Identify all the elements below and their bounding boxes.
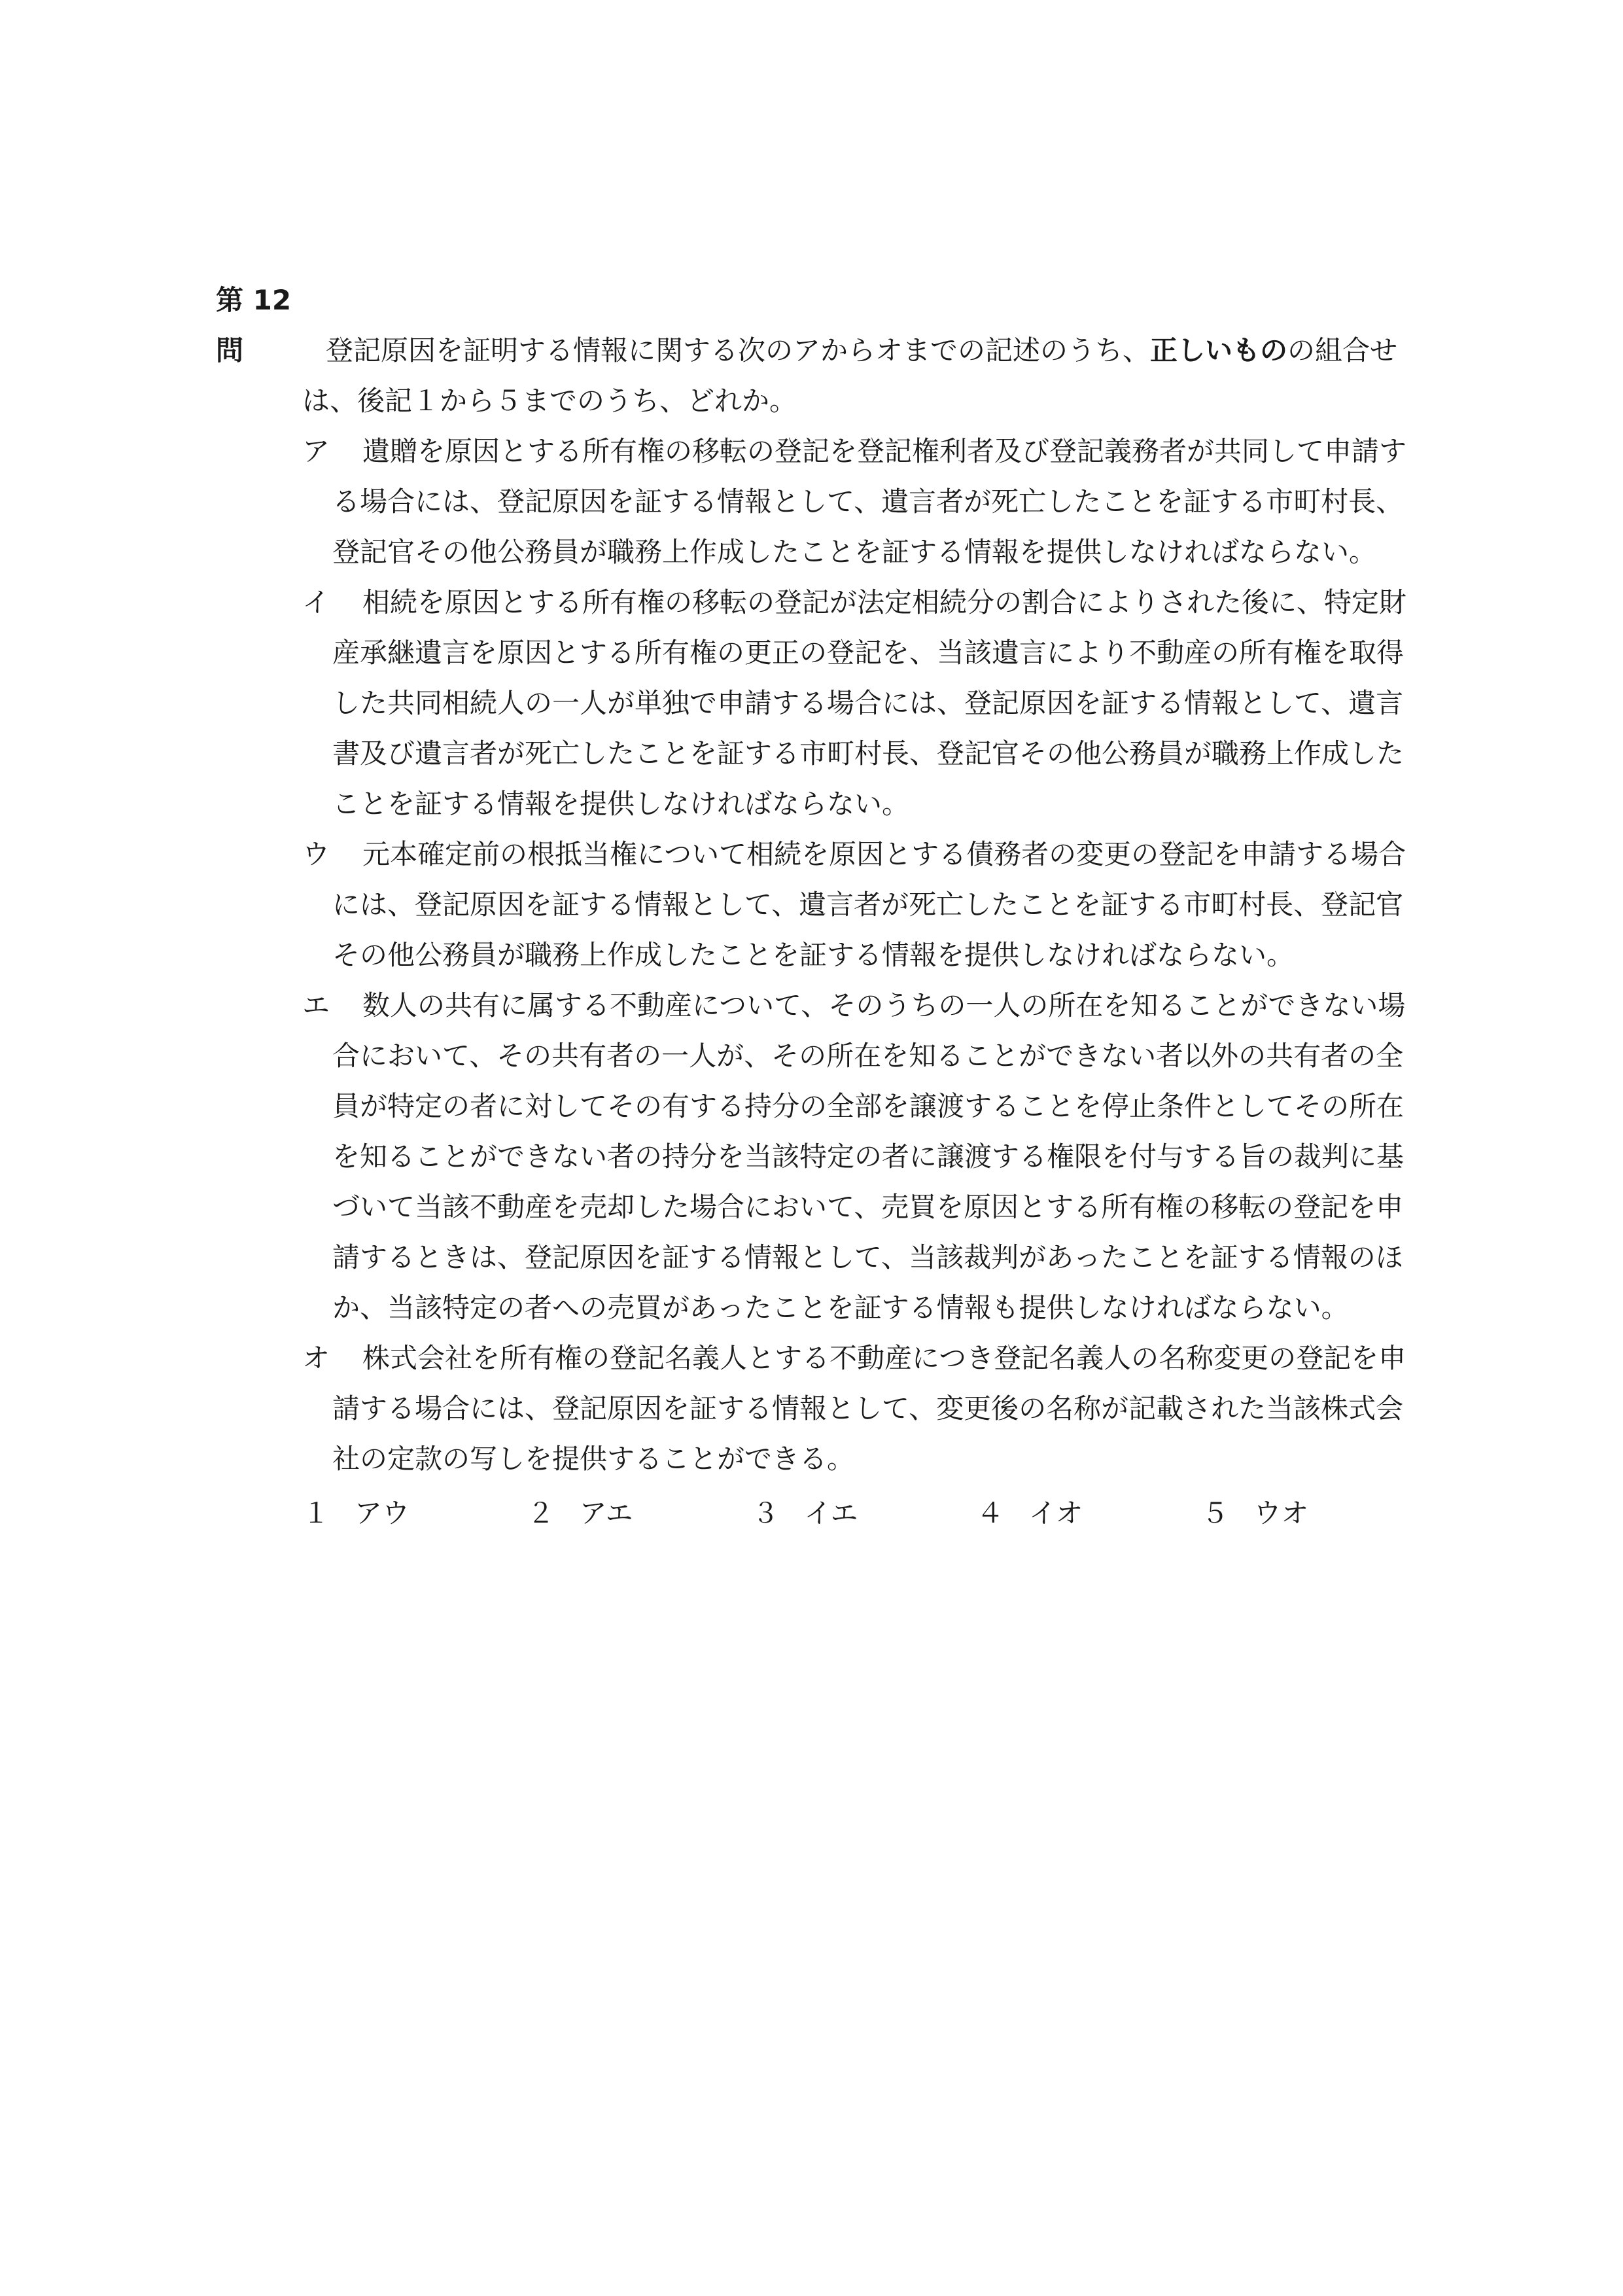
statement-item: [216, 829, 1426, 980]
answer-choices: [302, 1488, 1426, 1538]
choice-answer: イエ: [804, 1497, 858, 1529]
choice-answer: ウオ: [1253, 1497, 1309, 1529]
choice-answer: アエ: [579, 1497, 633, 1529]
answer-choice: [527, 1488, 752, 1538]
statement-item: [216, 1333, 1426, 1484]
answer-choice: [1201, 1488, 1426, 1538]
question-block: [216, 275, 1426, 1538]
choice-number: １: [302, 1497, 330, 1529]
statement-list: [216, 426, 1426, 1484]
answer-choice: [302, 1488, 527, 1538]
choice-answer: アウ: [355, 1497, 410, 1529]
statement-label: ウ: [302, 838, 330, 870]
choice-number: ５: [1201, 1497, 1229, 1529]
choice-number: ２: [527, 1497, 555, 1529]
statement-text: 数人の共有に属する不動産について、そのうちの一人の所在を知ることができない場合において、その共有者の一人が、その所在を知ることができない者以外の共有者の全員が特定の者に対してその有する持分の全部を譲渡することを停止条件としてその所在を知ることができない者の持分を当該特定の者に譲渡する権限を付与する旨の裁判に基づいて当該不動産を売却した場合において、売買を原因とする所有権の移転の登記を申請するときは、登記原因を証する情報として、当該裁判があったことを証する情報のほか、当該特定の者への売買があったことを証する情報も提供しなければならない。: [332, 989, 1406, 1324]
choice-number: ４: [976, 1497, 1004, 1529]
stem-text-after: の組合せは、後記１から５までのうち、どれか。: [302, 334, 1398, 417]
stem-emphasis: 正しいもの: [1150, 334, 1288, 366]
choice-answer: イオ: [1028, 1497, 1083, 1529]
statement-label: ア: [302, 435, 330, 467]
statement-text: 相続を原因とする所有権の移転の登記が法定相続分の割合によりされた後に、特定財産承継遺言を原因とする所有権の更正の登記を、当該遺言により不動産の所有権を取得した共同相続人の一人が単独で申請する場合には、登記原因を証する情報として、遺言書及び遺言者が死亡したことを証する市町村長、登記官その他公務員が職務上作成したことを証する情報を提供しなければならない。: [332, 586, 1407, 820]
statement-item: [216, 577, 1426, 829]
statement-item: [216, 426, 1426, 577]
question-number: 第 12 問: [216, 284, 292, 366]
statement-text: 株式会社を所有権の登記名義人とする不動産につき登記名義人の名称変更の登記を申請する場合には、登記原因を証する情報として、変更後の名称が記載された当該株式会社の定款の写しを提供することができる。: [332, 1342, 1406, 1475]
statement-item: [216, 980, 1426, 1333]
statement-label: イ: [302, 586, 330, 618]
answer-choice: [977, 1488, 1202, 1538]
statement-label: エ: [302, 989, 330, 1021]
answer-choice: [752, 1488, 977, 1538]
question-stem: [216, 275, 1426, 426]
stem-text-before: 登記原因を証明する情報に関する次のアからオまでの記述のうち、: [326, 334, 1151, 366]
statement-text: 元本確定前の根抵当権について相続を原因とする債務者の変更の登記を申請する場合には、登記原因を証する情報として、遺言者が死亡したことを証する市町村長、登記官その他公務員が職務上作成したことを証する情報を提供しなければならない。: [332, 838, 1406, 971]
statement-text: 遺贈を原因とする所有権の移転の登記を登記権利者及び登記義務者が共同して申請する場合には、登記原因を証する情報として、遺言者が死亡したことを証する市町村長、登記官その他公務員が職務上作成したことを証する情報を提供しなければならない。: [332, 435, 1407, 568]
choice-number: ３: [752, 1497, 780, 1529]
statement-label: オ: [302, 1342, 330, 1374]
